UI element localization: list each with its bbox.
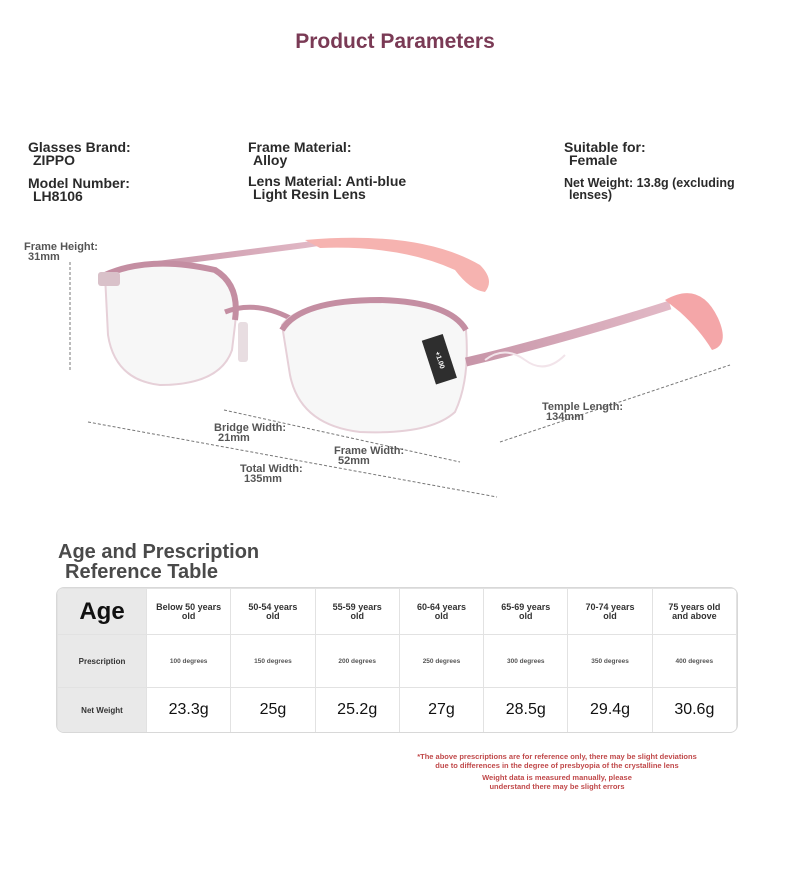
prescription-cell: 150 degrees xyxy=(231,635,315,688)
spec-lens-material-label: Lens Material: Anti-blue xyxy=(248,173,407,189)
spec-net-weight-label: Net Weight: 13.8g (excluding xyxy=(564,176,735,190)
age-line1: 55-59 years xyxy=(332,601,382,612)
spec-frame-material-value: Alloy xyxy=(253,152,288,168)
spec-brand-value: ZIPPO xyxy=(33,152,76,168)
dim-total-width-value: 135mm xyxy=(244,473,282,485)
dim-frame-width-label: Frame Width: xyxy=(334,445,405,457)
age-line2: old xyxy=(519,610,533,621)
spec-suitable xyxy=(564,141,646,167)
spec-model xyxy=(28,177,130,203)
dim-temple-length-value: 134mm xyxy=(546,411,584,423)
spec-model-value: LH8106 xyxy=(33,188,83,204)
prescription-row-header: Prescription xyxy=(58,635,147,688)
dim-total-width xyxy=(240,464,303,484)
age-line2: old xyxy=(266,610,280,621)
prescription-cell: 250 degrees xyxy=(399,635,483,688)
right-lens xyxy=(282,300,467,432)
age-line1: 65-69 years xyxy=(501,601,551,612)
dim-total-width-label: Total Width: xyxy=(240,463,303,475)
spec-brand xyxy=(28,141,131,167)
net-weight-row xyxy=(58,688,737,733)
note-line3: Weight data is measured manually, please xyxy=(482,773,632,782)
dim-temple-length xyxy=(542,402,623,422)
note-line1: *The above prescriptions are for reference only, there may be slight deviations xyxy=(417,752,697,761)
weight-cell: 29.4g xyxy=(568,688,652,733)
age-line2: old xyxy=(181,610,196,621)
note-line4: understand there may be slight errors xyxy=(489,782,625,791)
prescription-cell: 350 degrees xyxy=(568,635,652,688)
dim-bridge-width-label: Bridge Width: xyxy=(214,422,286,434)
prescription-cell: 200 degrees xyxy=(315,635,399,688)
net-weight-row-header: Net Weight xyxy=(58,688,147,733)
reference-title-line1: Age and Prescription xyxy=(58,541,260,563)
reference-title-line2: Reference Table xyxy=(65,561,219,583)
spec-frame-material-label: Frame Material: xyxy=(248,139,352,155)
note-line2: due to differences in the degree of presbyopia of the crystalline lens xyxy=(435,761,679,770)
age-line1: 70-74 years xyxy=(585,601,635,612)
spec-frame-material xyxy=(248,141,351,167)
weight-cell: 27g xyxy=(399,688,483,733)
spec-net-weight xyxy=(564,177,735,201)
spec-net-weight-value: lenses) xyxy=(569,188,613,202)
dim-bridge-width xyxy=(214,423,286,443)
age-line2: old xyxy=(434,610,449,621)
dim-frame-width-value: 52mm xyxy=(338,455,370,467)
prescription-cell: 300 degrees xyxy=(484,635,568,688)
age-cell xyxy=(568,589,652,635)
weight-cell: 25.2g xyxy=(315,688,399,733)
spec-suitable-value: Female xyxy=(569,152,618,168)
age-cell xyxy=(315,589,399,635)
near-temple-arm xyxy=(466,293,723,366)
spec-model-label: Model Number: xyxy=(28,175,130,191)
age-line1: Below 50 years xyxy=(156,601,222,612)
spec-lens-material xyxy=(248,175,406,201)
age-cell xyxy=(231,589,315,635)
age-row xyxy=(58,589,737,635)
age-cell xyxy=(652,589,736,635)
spec-lens-material-value: Light Resin Lens xyxy=(253,186,366,202)
age-line1: 60-64 years xyxy=(416,601,466,612)
left-lens xyxy=(98,264,236,385)
weight-cell: 30.6g xyxy=(652,688,736,733)
disclaimer-notes xyxy=(372,752,742,791)
age-line1: 50-54 years xyxy=(248,601,298,612)
weight-cell: 23.3g xyxy=(147,688,231,733)
glasses-illustration xyxy=(0,225,790,515)
dim-frame-height-label: Frame Height: xyxy=(24,241,98,253)
age-line1: 75 years old xyxy=(668,601,721,612)
dim-temple-length-label: Temple Length: xyxy=(542,401,624,413)
age-line2: old xyxy=(603,610,617,621)
dim-bridge-width-value: 21mm xyxy=(218,432,250,444)
spec-suitable-label: Suitable for: xyxy=(564,139,646,155)
reference-table-title xyxy=(58,542,259,582)
age-line2: old xyxy=(350,610,364,621)
age-line2: and above xyxy=(672,610,717,621)
dim-frame-width xyxy=(334,446,404,466)
spec-brand-label: Glasses Brand: xyxy=(28,139,131,155)
dim-frame-height-value: 31mm xyxy=(28,251,60,263)
age-cell xyxy=(484,589,568,635)
age-cell xyxy=(399,589,483,635)
page-title: Product Parameters xyxy=(295,30,495,53)
weight-cell: 25g xyxy=(231,688,315,733)
prescription-row xyxy=(58,635,737,688)
reference-table xyxy=(56,587,738,733)
age-row-header: Age xyxy=(58,589,147,635)
prescription-cell: 400 degrees xyxy=(652,635,736,688)
dim-frame-height xyxy=(24,242,98,262)
weight-cell: 28.5g xyxy=(484,688,568,733)
lens-sticker-text: +1.00 xyxy=(433,350,446,370)
age-cell xyxy=(147,589,231,635)
prescription-cell: 100 degrees xyxy=(147,635,231,688)
